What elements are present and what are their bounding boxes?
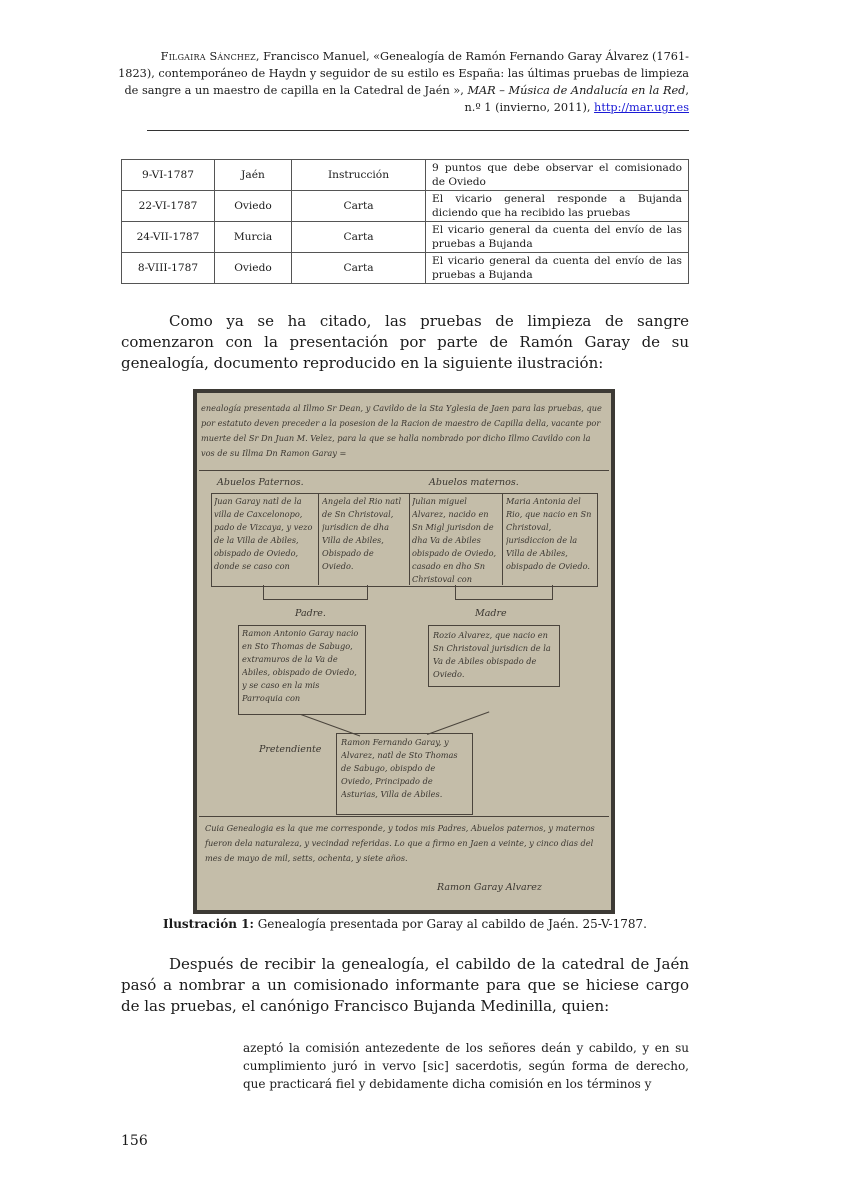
label-abuelos-paternos: Abuelos Paternos.: [217, 477, 304, 488]
page-number: 156: [121, 1133, 148, 1149]
journal-link[interactable]: http://mar.ugr.es: [594, 101, 689, 114]
divider: [409, 493, 410, 585]
label-padre: Padre.: [295, 608, 326, 619]
grandparent-box-2: Angela del Rio natl de Sn Christoval, jurisdicn de dha Villa de Abiles, Obispado de Oviedo.: [322, 496, 402, 571]
cell-type: Carta: [292, 253, 426, 284]
divider: [199, 470, 609, 471]
connector: [263, 585, 264, 600]
caption-label: Ilustración 1:: [163, 917, 254, 931]
cell-place: Oviedo: [215, 253, 292, 284]
table-row: [122, 222, 689, 253]
connector: [367, 585, 368, 600]
body-paragraph-2: [121, 954, 689, 1017]
paragraph-1-text: Como ya se ha citado, las pruebas de limpieza de sangre comenzaron con la presentación por parte de Ramón Garay de su genealogía, documento reproducido en la siguiente ilustración:: [121, 312, 689, 372]
citation-header: [115, 48, 689, 116]
caption-text: Genealogía presentada por Garay al cabildo de Jaén. 25-V-1787.: [257, 917, 647, 931]
cell-place: Oviedo: [215, 191, 292, 222]
divider: [199, 816, 609, 817]
father-text: Ramon Antonio Garay nacio en Sto Thomas de Sabugo, extramuros de la Va de Abiles, obispado de Oviedo, y se caso en la mis Parroquia con: [242, 628, 359, 703]
header-line1: , Francisco Manuel, «Genealogía de Ramón Fernando Garay Álvarez (1761-: [255, 50, 689, 63]
genealogy-figure: [193, 389, 615, 914]
header-author: Filgaira Sánchez: [160, 50, 256, 63]
header-comma: ,: [685, 84, 689, 97]
cell-desc: El vicario general da cuenta del envío de las pruebas a Bujanda: [426, 222, 689, 253]
cell-date: 24-VII-1787: [122, 222, 215, 253]
table-row: [122, 191, 689, 222]
header-line3: de sangre a un maestro de capilla en la Catedral de Jaén »,: [124, 84, 464, 97]
divider: [318, 493, 319, 585]
header-line4: n.º 1 (invierno, 2011),: [464, 101, 591, 114]
cell-desc: El vicario general da cuenta del envío de las pruebas a Bujanda: [426, 253, 689, 284]
connector: [455, 585, 456, 600]
body-paragraph-1: [121, 311, 689, 374]
claimant-text: Ramon Fernando Garay, y Alvarez, natl de Sto Thomas de Sabugo, obispdo de Oviedo, Principado de Asturias, Villa de Abiles.: [341, 737, 458, 799]
manuscript-image: [197, 393, 611, 910]
cell-type: Carta: [292, 222, 426, 253]
label-madre: Madre: [475, 608, 507, 619]
cell-desc: El vicario general responde a Bujanda diciendo que ha recibido las pruebas: [426, 191, 689, 222]
manuscript-heading: enealogía presentada al Illmo Sr Dean, y Cavildo de la Sta Yglesia de Jaen para las pruebas, que por estatuto deven preceder a la posesion de la Racion de maestro de Capilla della, vacante por muerte del Sr Dn Juan M. Velez, para la que se halla nombrado por dicho Illmo Cavildo con la vos de su Illma Dn Ramon Garay =: [201, 403, 602, 458]
grandparent-box-3: Julian miguel Alvarez, nacido en Sn Migl jurisdon de dha Va de Abiles obispado de Oviedo, casado en dho Sn Christoval con: [412, 496, 497, 583]
label-abuelos-maternos: Abuelos maternos.: [429, 477, 519, 488]
block-quote: azeptó la comisión antezedente de los señores deán y cabildo, y en su cumplimiento juró in vervo [sic] sacerdotis, según forma de derecho, que practicará fiel y debidamente dicha comisión en los términos y: [243, 1041, 689, 1091]
cell-place: Jaén: [215, 160, 292, 191]
cell-date: 8-VIII-1787: [122, 253, 215, 284]
connector: [552, 585, 553, 600]
grandparent-box-1: Juan Garay natl de la villa de Caxcelonopo, pado de Vizcaya, y vezo de la Villa de Abiles, obispado de Oviedo, donde se caso con: [214, 496, 313, 571]
grandparent-box-4: Maria Antonia del Rio, que nacio en Sn Christoval, jurisdiccion de la Villa de Abiles, obispado de Oviedo.: [506, 496, 592, 571]
table-row: [122, 160, 689, 191]
cell-date: 22-VI-1787: [122, 191, 215, 222]
divider: [502, 493, 503, 585]
journal-title: MAR – Música de Andalucía en la Red: [467, 84, 686, 97]
cell-desc: 9 puntos que debe observar el comisionado de Oviedo: [426, 160, 689, 191]
manuscript-signature: Ramon Garay Alvarez: [437, 882, 542, 893]
cell-date: 9-VI-1787: [122, 160, 215, 191]
connector: [455, 599, 553, 600]
cell-type: Instrucción: [292, 160, 426, 191]
connector: [427, 711, 489, 735]
label-pretendiente: Pretendiente: [259, 744, 322, 755]
paragraph-2-text: Después de recibir la genealogía, el cabildo de la catedral de Jaén pasó a nombrar a un comisionado informante para que se hiciese cargo de las pruebas, el canónigo Francisco Bujanda Medinilla, quien:: [121, 955, 689, 1015]
cell-place: Murcia: [215, 222, 292, 253]
manuscript-closing: Cuia Genealogia es la que me corresponde, y todos mis Padres, Abuelos paternos, y maternos fueron dela naturaleza, y vecindad referidas. Lo que a firmo en Jaen a veinte, y cinco dias del mes de mayo de mil, setts, ochenta, y siete años.: [205, 823, 595, 863]
header-rule: [147, 130, 689, 131]
mother-text: Rozio Alvarez, que nacio en Sn Christoval jurisdicn de la Va de Abiles obispado de Oviedo.: [433, 630, 551, 679]
cell-type: Carta: [292, 191, 426, 222]
documents-table: [121, 159, 689, 284]
figure-caption: [121, 917, 689, 931]
connector: [263, 599, 368, 600]
table-row: [122, 253, 689, 284]
header-line2: 1823), contemporáneo de Haydn y seguidor de su estilo es España: las últimas pruebas de limpieza: [118, 67, 689, 80]
